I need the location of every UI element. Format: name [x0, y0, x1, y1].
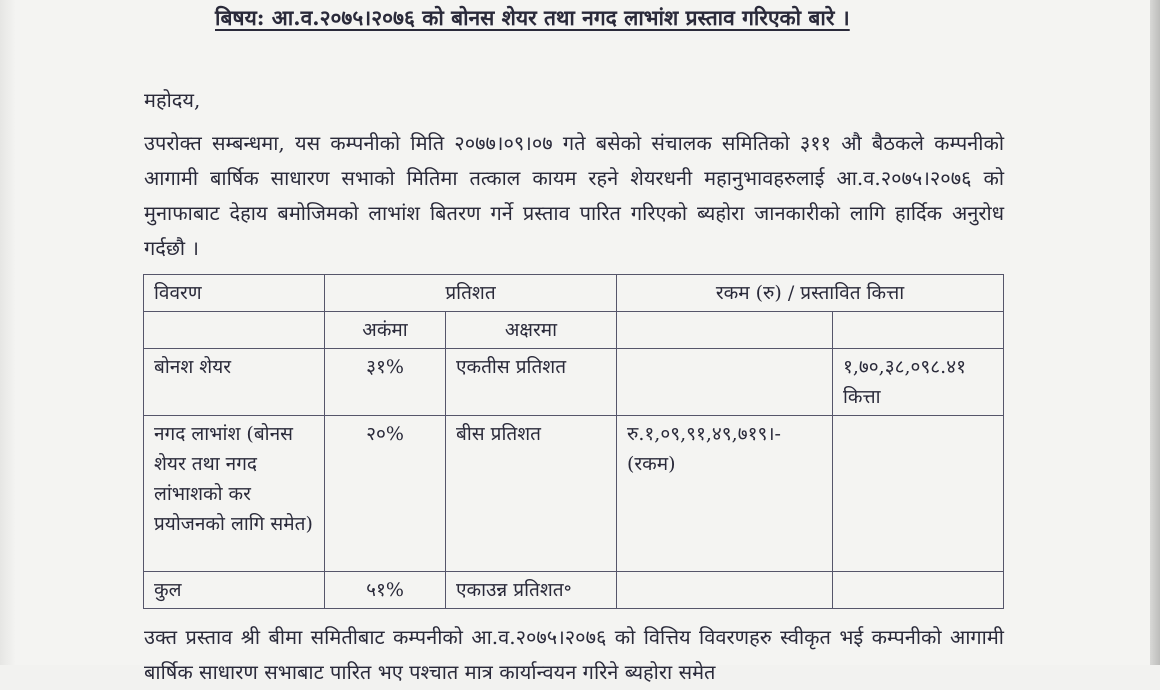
subheader-figures: अकंमा: [325, 312, 446, 349]
letter-paragraph-2: उक्त प्रस्ताव श्री बीमा समितीबाट कम्पनीको आ.व.२०७५।२०७६ को वित्तिय विवरणहरु स्वीकृत भई कम्पनीको आगामी बार्षिक साधारण सभाबाट पारित भए पश्चात मात्र कार्यान्वयन गरिने ब्यहोरा समेत: [144, 625, 1004, 684]
row-kitta: [833, 416, 1004, 572]
row-words: बीस प्रतिशत: [446, 416, 617, 572]
subheader-words: अक्षरमा: [446, 312, 617, 349]
row-description: कुल: [144, 572, 325, 609]
row-figures: ३१%: [325, 349, 446, 416]
row-amount: [617, 349, 833, 416]
table-header-row: [144, 275, 1004, 312]
row-figures: ५१%: [325, 572, 446, 609]
table-subheader-row: [144, 312, 1004, 349]
page-right-edge: [1150, 0, 1160, 665]
letter-subject: बिषय: आ.व.२०७५।२०७६ को बोनस शेयर तथा नगद लाभांश प्रस्ताव गरिएको बारे ।: [215, 5, 850, 30]
row-kitta: [833, 572, 1004, 609]
row-words: एकाउन्न प्रतिशत॰: [446, 572, 617, 609]
row-amount: रु.१,०९,९१,४९,७१९।- (रकम): [617, 416, 833, 572]
header-amount: रकम (रु) / प्रस्तावित कित्ता: [617, 275, 1004, 312]
subheader-empty: [833, 312, 1004, 349]
letter-paragraph-1: उपरोक्त सम्बन्धमा, यस कम्पनीको मिति २०७७।०९।०७ गते बसेको संचालक समितिको ३११ औ बैठकले कम्पनीको आगामी बार्षिक साधारण सभाको मितिमा तत्काल कायम रहने शेयरधनी महानुभावहरुलाई आ.व.२०७५।२०७६ को मुनाफाबाट देहाय बमोजिमको लाभांश बितरण गर्ने प्रस्ताव पारित गरिएको ब्यहोरा जानकारीको लागि हार्दिक अनुरोध गर्दछौ ।: [144, 131, 1004, 260]
table-row: [144, 349, 1004, 416]
row-description: नगद लाभांश (बोनस शेयर तथा नगद लांभाशको कर प्रयोजनको लागि समेत): [144, 416, 325, 572]
page-left-edge: [0, 0, 16, 665]
letter-greeting: महोदय,: [144, 88, 201, 112]
row-kitta: १,७०,३८,०९८.४१ कित्ता: [833, 349, 1004, 416]
dividend-table: [143, 274, 1004, 609]
table-row: [144, 416, 1004, 572]
row-words: एकतीस प्रतिशत: [446, 349, 617, 416]
subheader-empty: [617, 312, 833, 349]
table-row: [144, 572, 1004, 609]
subheader-empty: [144, 312, 325, 349]
header-description: विवरण: [144, 275, 325, 312]
row-description: बोनश शेयर: [144, 349, 325, 416]
row-amount: [617, 572, 833, 609]
row-figures: २०%: [325, 416, 446, 572]
header-percent: प्रतिशत: [325, 275, 617, 312]
